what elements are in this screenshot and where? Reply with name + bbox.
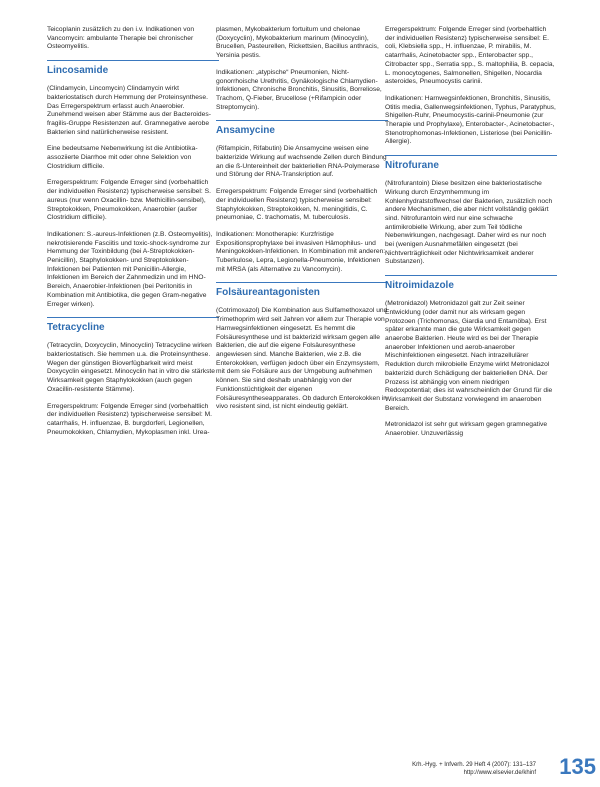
paragraph-nitrofurane-intro: (Nitrofurantoin) Diese besitzen eine bakteriostatische Wirkung durch Enzymhemmung im Kohlenhydratstoffwechsel der Bakterien, zusätzlich noch andere Mechanismen, die aber nicht vollständig geklärt sind. Nitrofurantoin wird nur eine schwache antimikrobielle Wirkung, aber zum Teil tödliche Nebenwirkungen, nachgesagt. Daher wird es nur noch bei (wenigen Ausnahmefällen eingesetzt (bei Nichtverträglichkeit oder Nichtwirksamkeit anderer Substanzen).	[385, 180, 553, 266]
section-rule	[47, 317, 219, 318]
paragraph-lincosamide-side-effects: Eine bedeutsame Nebenwirkung ist die Antibiotika-assoziierte Diarrhoe mit oder ohne Selektion von Clostridium difficile.	[47, 145, 198, 170]
journal-citation: Krh.-Hyg. + Infverh. 29 Heft 4 (2007): 131–137	[412, 762, 536, 768]
paragraph-teicoplanin: Teicoplanin zusätzlich zu den i.v. Indikationen von Vancomycin: ambulante Therapie bei chronischer Osteomyelitis.	[47, 26, 195, 51]
paragraph-lincosamide-indications: Indikationen: S.-aureus-Infektionen (z.B. Osteomyelitis), nekrotisierende Fasciitis und toxic-shock-syndrome zur Hemmung der Toxinbildung (bei A-Streptokokken-Penicillin), Staphylokokken- und Streptokokken-Infektionen bei Patienten mit Penicillin-Allergie, Infektionen im Bereich der Zahnmedizin und im HNO-Bereich, Anaerobier-Infektionen (bei Peritonitis in Kombination mit Antibiotika, die gegen Gram-negative Erreger wirken).	[47, 230, 213, 308]
heading-folsaeureantagonisten: Folsäureantagonisten	[216, 287, 320, 299]
column-middle	[216, 26, 388, 420]
paragraph-ansamycine-indications: Indikationen: Monotherapie: Kurzfristige Expositionsprophylaxe bei invasiven Hämophilus- und Meningokokken-Infektionen. In Kombination mit anderen: Tuberkulose, Lepra, Legionella-Pneumonie, Infektionen mit MRSA (als Alternative zu Vancomycin).	[216, 230, 386, 273]
paragraph-ansamycine-intro: (Rifampicin, Rifabutin) Die Ansamycine weisen eine bakterizide Wirkung auf wachsende Zellen durch Bindung an die ß-Untereinheit der bakteriellen RNA-Polymerase und Störung der RNA-Transkription auf.	[216, 145, 387, 179]
page-footer	[366, 754, 596, 782]
paragraph-lincosamide-spectrum: Erregerspektrum: Folgende Erreger sind (vorbehaltlich der individuellen Resistenz) typischerweise sensibel: S. aureus (nur wenn Oxacillin- bzw. Methicillin-sensibel), Streptokokken, Pneumokokken, Anaerobier (außer Clostridium difficile).	[47, 179, 211, 222]
journal-url[interactable]: http://www.elsevier.de/khinf	[463, 769, 536, 776]
heading-ansamycine: Ansamycine	[216, 125, 275, 137]
heading-nitrofurane: Nitrofurane	[385, 160, 439, 172]
column-left	[47, 26, 219, 445]
footer-citation-block	[412, 762, 536, 777]
paragraph-cotrimoxazol-indications: Indikationen: Harnwegsinfektionen, Bronchitis, Sinusitis, Otitis media, Gallenwegsinfektionen, Typhus, Paratyphus, Shigellen-Ruhr, Pneumocystis-carinii-Pneumonie (zur Therapie und Prophylaxe), Enterobacter-, Acinetobacter-, Stenotrophomonas-Infektionen, Listeriose (bei Penicillin-Allergie).	[385, 94, 556, 146]
column-right	[385, 26, 557, 447]
paragraph-tetracycline-spectrum: Erregerspektrum: Folgende Erreger sind (vorbehaltlich der individuellen Resistenz) typischerweise sensibel: M. catarrhalis, H. influenzae, B. burgdorferi, Legionellen, Pneumokokken, Chlamydien, Mykoplasmen inkl. Urea-	[47, 402, 213, 436]
paragraph-tetracycline-indications: Indikationen: „atypische“ Pneumonien, Nicht-gonorrhoische Urethritis, Gynäkologische Chlamydien-Infektionen, Chronische Bronchitis, Sinusitis, Borreliose, Trachom, Q-Fieber, Brucellose (+Rifampicin oder Streptomycin).	[216, 68, 382, 111]
paragraph-lincosamide-intro: (Clindamycin, Lincomycin) Clindamycin wirkt bakteriostatisch durch Hemmung der Proteinsynthese. Das Erregerspektrum erfasst auch Anaerobier. Zunehmend weisen aber Stämme aus der Bacteroides-fragilis-Gruppe Resistenzen auf. Gramnegative aerobe Bakterien sind natürlicherweise resistent.	[47, 85, 211, 136]
heading-nitroimidazole: Nitroimidazole	[385, 280, 454, 292]
paragraph-nitroimidazole-intro: (Metronidazol) Metronidazol galt zur Zeit seiner Entwicklung (oder damit nur als wirksam gegen Protozoen (Trichomonas, Giardia und Entamöba). Erst später erkannte man die gute Wirksamkeit gegen anaerobe Bakterien. Heute wird es bei der Therapie anaerober Infektionen und aerob-anaerober Mischinfektionen eingesetzt. Nach intrazellulärer Reduktion durch mikrobielle Enzyme wirkt Metronidazol bakterizid durch Schädigung der bakteriellen DNA. Der Prozess ist abhängig von einem niedrigen Redoxpotential; dies ist wahrscheinlich der Grund für die Wirksamkeit der Substanz vorwiegend im anaeroben Bereich.	[385, 300, 553, 412]
paragraph-folsaeure-intro: (Cotrimoxazol) Die Kombination aus Sulfamethoxazol und Trimethoprim wird seit Jahren vor allem zur Therapie von Harnwegsinfektionen eingesetzt. Es hemmt die Folsäuresynthese und ist bakterizid wirksam gegen alle Bakterien, die auf die eigene Folsäuresynthese angewiesen sind. Manche Bakterien, wie z.B. die Enterokokken, verfügen jedoch über ein Enzymsystem, mit dem sie Folsäure aus der Umgebung aufnehmen können. Sie sind deshalb unabhängig von der Funktionstüchtigkeit der eigenen Folsäuresyntheseapparates. Ob dadurch Enterokokken in vivo resistent sind, ist nicht eindeutig geklärt.	[216, 307, 388, 411]
section-rule	[385, 275, 557, 276]
heading-lincosamide: Lincosamide	[47, 65, 109, 77]
paragraph-nitroimidazole-anaerobes: Metronidazol ist sehr gut wirksam gegen gramnegative Anaerobier. Unzuverlässig	[385, 421, 548, 438]
paragraph-tetracycline-continued: plasmen, Mykobakterium fortuitum und chelonae (Doxycyclin), Mykobakterium marinum (Minocyclin), Brucellen, Pasteurellen, Rickettsien, Bacillus anthracis, Yersinia pestis.	[216, 26, 379, 60]
paragraph-ansamycine-spectrum: Erregerspektrum: Folgende Erreger sind (vorbehaltlich der individuellen Resistenz) typischerweise sensibel: Staphylokokken, Streptokokken, N. meningitidis, C. pneumoniae, C. trachomatis, M. tuberculosis.	[216, 188, 378, 222]
section-rule	[216, 120, 388, 121]
paragraph-cotrimoxazol-spectrum: Erregerspektrum: Folgende Erreger sind (vorbehaltlich der individuellen Resistenz) typischerweise sensibel: E. coli, Klebsiella spp., H. influenzae, P. mirabilis, M. catarrhalis, Acinetobacter spp., Enterobacter spp., Citrobacter spp., Serratia spp., S. maltophilia, B. cepacia, L. monocytogenes, Salmonellen, Shigellen, Nocardia asteroides, Pneumocystis carinii.	[385, 26, 555, 86]
paragraph-tetracycline-intro: (Tetracyclin, Doxycyclin, Minocyclin) Tetracycline wirken bakteriostatisch. Sie hemmen u.a. die Proteinsynthese. Wegen der günstigen Bioverfügbarkeit wird meist Doxycyclin eingesetzt. Minocyclin hat in vitro die stärkste Wirksamkeit gegen Staphylokokken (auch gegen Oxacillin-resistente Stämme).	[47, 342, 215, 393]
heading-tetracycline: Tetracycline	[47, 322, 105, 334]
section-rule	[385, 155, 557, 156]
section-rule	[47, 60, 219, 61]
section-rule	[216, 282, 388, 283]
page-number: 135	[559, 754, 596, 779]
